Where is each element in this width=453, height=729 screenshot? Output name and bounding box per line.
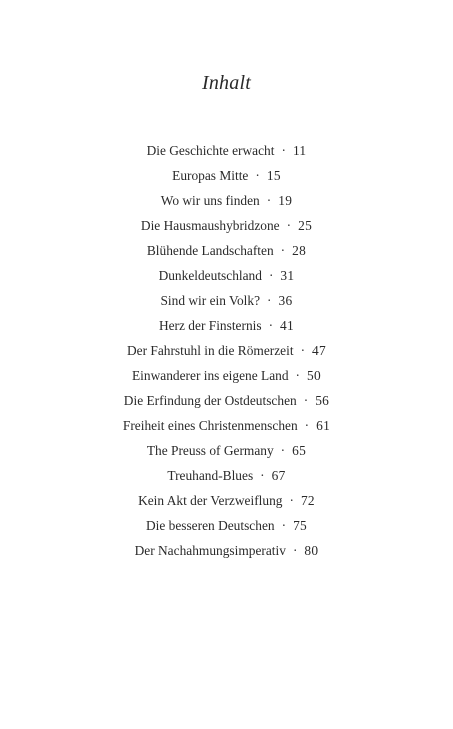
toc-separator: · [280,443,286,458]
toc-entry [0,291,453,316]
toc-entry [0,491,453,516]
toc-separator: · [260,468,265,483]
toc-entry [0,341,453,366]
toc-entry [0,441,453,466]
toc-entry-page-number: 75 [293,518,308,533]
toc-entry [0,316,453,341]
toc-separator: · [292,543,298,558]
toc-entry-page-number: 80 [304,543,319,558]
toc-entry-page-number: 25 [298,218,313,233]
toc-separator: · [300,343,306,358]
toc-entry-title: Freiheit eines Christenmenschen [122,418,298,433]
toc-separator: · [295,368,300,383]
toc-entry-title: Die Hausmaushybridzone [140,218,280,233]
toc-entry-page-number: 67 [271,468,286,483]
toc-entry-title: Blühende Landschaften [146,243,274,258]
toc-entry-title: The Preuss of Germany [146,443,274,458]
toc-entry-title: Europas Mitte [172,168,249,183]
toc-entry-title: Wo wir uns finden [160,193,260,208]
toc-entry [0,191,453,216]
toc-separator: · [268,318,274,333]
toc-entry-page-number: 50 [307,368,321,383]
toc-entry [0,416,453,441]
toc-entry-title: Einwanderer ins eigene Land [132,368,289,383]
toc-entry-title: Herz der Finsternis [158,318,262,333]
toc-separator: · [255,168,260,183]
toc-entry [0,391,453,416]
toc-separator: · [268,268,274,283]
toc-separator: · [303,393,309,408]
toc-entry-page-number: 36 [278,293,293,308]
toc-entry [0,166,453,191]
toc-entry [0,541,453,566]
toc-separator: · [281,518,287,533]
toc-entry-page-number: 19 [278,193,293,208]
toc-entry [0,266,453,291]
toc-entry-title: Sind wir ein Volk? [160,293,261,308]
toc-entry [0,366,453,391]
toc-entry [0,466,453,491]
toc-entry-page-number: 31 [280,268,295,283]
toc-entry-title: Treuhand-Blues [167,468,254,483]
toc-separator: · [289,493,294,508]
toc-separator: · [266,193,272,208]
toc-entry-title: Dunkeldeutschland [158,268,262,283]
toc-entry-title: Der Fahrstuhl in die Römerzeit [126,343,294,358]
toc-entry-page-number: 72 [300,493,315,508]
toc-separator: · [280,243,286,258]
toc-entry-title: Die Geschichte erwacht [146,143,275,158]
toc-entry-title: Der Nachahmungsimperativ [134,543,286,558]
toc-entry-page-number: 56 [315,393,330,408]
toc-entry-page-number: 65 [292,443,307,458]
toc-entry-page-number: 28 [292,243,307,258]
table-of-contents [0,141,453,566]
toc-entry-title: Kein Akt der Verzweiflung [138,493,283,508]
toc-separator: · [281,143,286,158]
toc-entry [0,241,453,266]
toc-entry-title: Die Erfindung der Ostdeutschen [123,393,297,408]
toc-separator: · [304,418,310,433]
toc-entry-title: Die besseren Deutschen [145,518,275,533]
toc-entry [0,516,453,541]
toc-separator: · [286,218,292,233]
toc-separator: · [267,293,272,308]
toc-entry-page-number: 41 [280,318,295,333]
toc-entry-page-number: 11 [292,143,307,158]
page-title: Inhalt [202,72,251,94]
toc-entry [0,216,453,241]
toc-entry-page-number: 61 [316,418,331,433]
toc-entry-page-number: 47 [312,343,327,358]
toc-entry-page-number: 15 [266,168,281,183]
toc-entry [0,141,453,166]
